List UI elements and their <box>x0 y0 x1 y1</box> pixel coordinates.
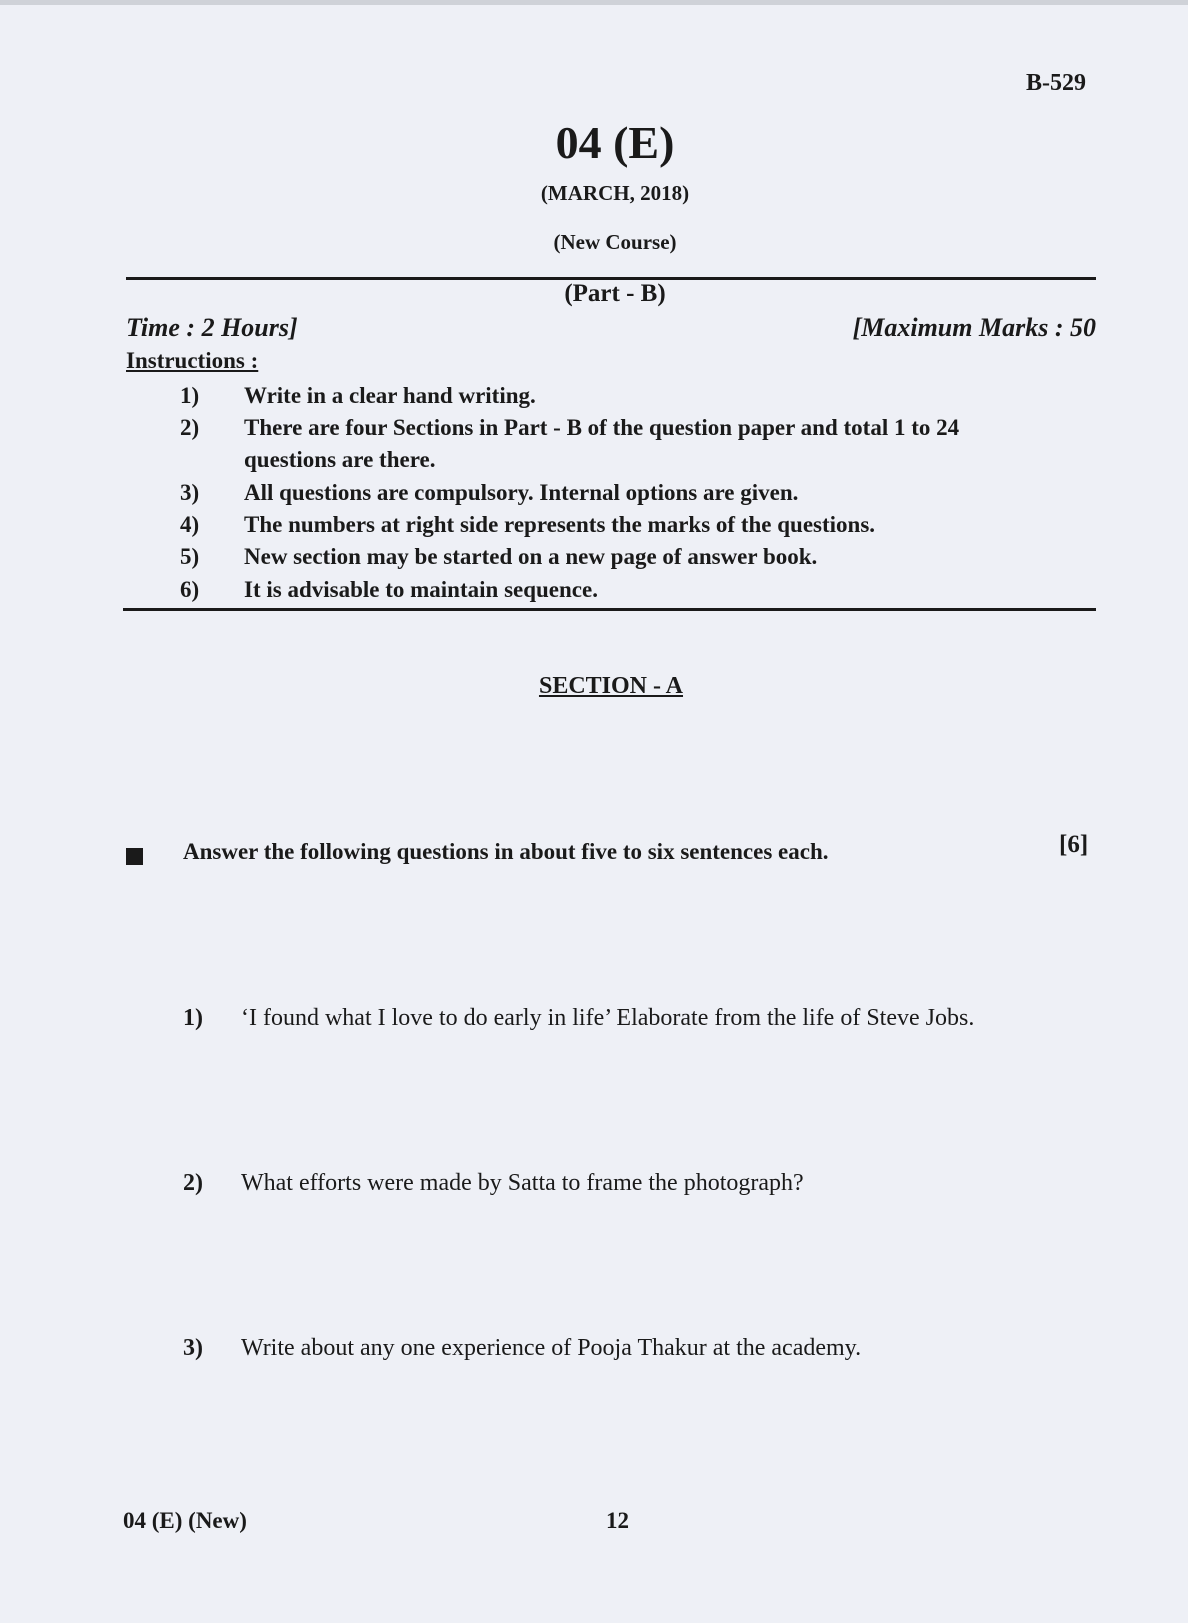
question-number: 1) <box>183 1005 203 1031</box>
instruction-item <box>180 509 1100 541</box>
instruction-number: 1) <box>180 383 200 408</box>
question-number: 3) <box>183 1335 203 1361</box>
instruction-number: 5) <box>180 544 200 569</box>
instructions-heading: Instructions : <box>126 348 259 373</box>
footer-paper-label: 04 (E) (New) <box>123 1508 247 1533</box>
instruction-text-continued: questions are there. <box>244 447 436 472</box>
question-item <box>183 1335 861 1362</box>
instruction-number: 3) <box>180 480 200 505</box>
instruction-number: 6) <box>180 577 200 602</box>
part-label: (Part - B) <box>564 280 666 307</box>
paper-code: B-529 <box>1026 70 1086 96</box>
exam-date: (MARCH, 2018) <box>540 181 690 205</box>
question-number: 2) <box>183 1170 203 1196</box>
question-text: Write about any one experience of Pooja Thakur at the academy. <box>241 1335 862 1361</box>
instruction-text: The numbers at right side represents the marks of the questions. <box>244 512 876 537</box>
scan-edge <box>0 0 1188 5</box>
instruction-number: 4) <box>180 512 200 537</box>
question-text: What efforts were made by Satta to frame the photograph? <box>241 1170 804 1196</box>
square-bullet-icon <box>126 848 143 865</box>
time-allowed: Time : 2 Hours] <box>126 313 298 342</box>
instruction-item <box>180 541 1100 573</box>
instruction-item <box>180 412 1100 444</box>
maximum-marks: [Maximum Marks : 50 <box>852 313 1096 342</box>
instruction-item <box>180 380 1100 412</box>
instruction-text: Write in a clear hand writing. <box>244 383 536 408</box>
instruction-text: It is advisable to maintain sequence. <box>244 577 598 602</box>
question-text: ‘I found what I love to do early in life’ Elaborate from the life of Steve Jobs. <box>241 1005 975 1031</box>
instruction-text: There are four Sections in Part - B of the question paper and total 1 to 24 <box>244 415 960 440</box>
course-label: (New Course) <box>553 230 677 254</box>
question-item <box>183 1005 974 1032</box>
instructions-divider <box>123 608 1096 611</box>
question-item <box>183 1170 804 1197</box>
section-marks: [6] <box>1059 831 1089 858</box>
subject-code-title: 04 (E) <box>555 117 675 168</box>
instruction-number: 2) <box>180 415 200 440</box>
page-number: 12 <box>606 1508 629 1533</box>
instruction-text: All questions are compulsory. Internal options are given. <box>244 480 799 505</box>
instruction-text: New section may be started on a new page of answer book. <box>244 544 818 569</box>
section-title: SECTION - A <box>538 673 684 699</box>
instruction-item <box>180 574 1100 606</box>
instruction-item <box>180 477 1100 509</box>
section-directive: Answer the following questions in about five to six sentences each. <box>183 839 829 864</box>
